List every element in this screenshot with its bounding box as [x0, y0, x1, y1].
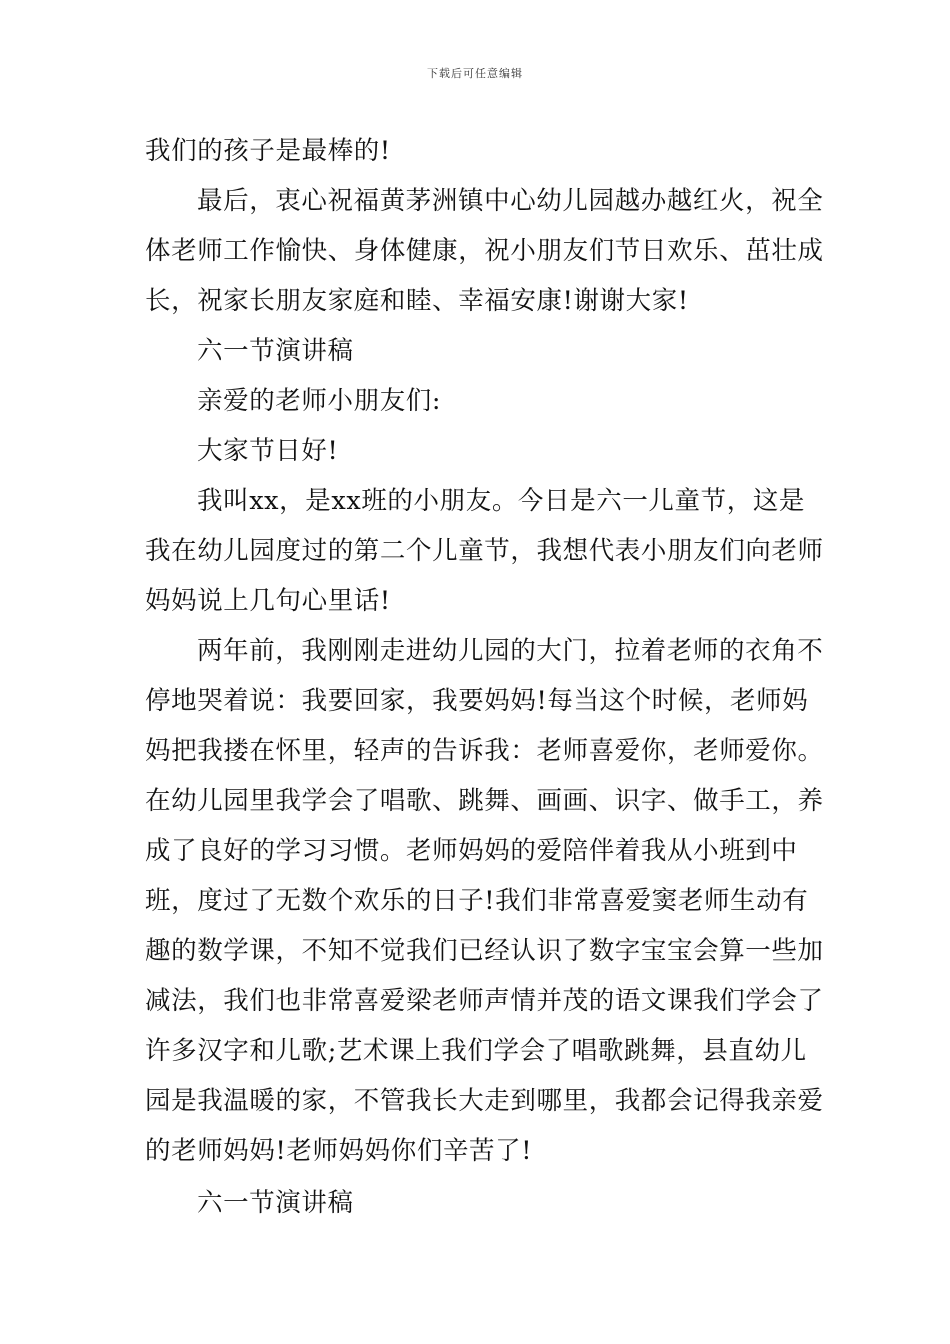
section-title: 六一节演讲稿 — [197, 336, 354, 366]
paragraph-memories: 两年前，我刚刚走进幼儿园的大门，拉着老师的衣角不停地哭着说：我要回家，我要妈妈!每当这个时候，老师妈妈把我搂在怀里，轻声的告诉我：老师喜爱你，老师爱你。在幼儿园里我学会了唱歌、跳舞、画画、识字、做手工，养成了良好的学习习惯。老师妈妈的爱陪伴着我从小班到中班，度过了无数个欢乐的日子!我们非常喜爱窦老师生动有趣的数学课，不知不觉我们已经认识了数字宝宝会算一些加减法，我们也非常喜爱梁老师声情并茂的语文课我们学会了许多汉字和儿歌;艺术课上我们学会了唱歌跳舞，县直幼儿园是我温暖的家，不管我长大走到哪里，我都会记得我亲爱的老师妈妈!老师妈妈你们辛苦了! — [145, 636, 824, 1166]
paragraph-salutation: 亲爱的老师小朋友们: — [197, 386, 442, 416]
paragraph-introduction: 我叫xx，是xx班的小朋友。今日是六一儿童节，这是我在幼儿园度过的第二个儿童节，我想代表小朋友们向老师妈妈说上几句心里话! — [145, 486, 824, 616]
document-body — [145, 126, 825, 1228]
page-header-note: 下载后可任意编辑 — [427, 67, 523, 80]
paragraph-closing-line: 我们的孩子是最棒的! — [145, 136, 391, 166]
paragraph-greeting: 大家节日好! — [197, 436, 339, 466]
paragraph-blessings: 最后，衷心祝福黄茅洲镇中心幼儿园越办越红火，祝全体老师工作愉快、身体健康，祝小朋友们节日欢乐、茁壮成长，祝家长朋友家庭和睦、幸福安康!谢谢大家! — [145, 186, 824, 316]
section-title: 六一节演讲稿 — [197, 1188, 354, 1218]
